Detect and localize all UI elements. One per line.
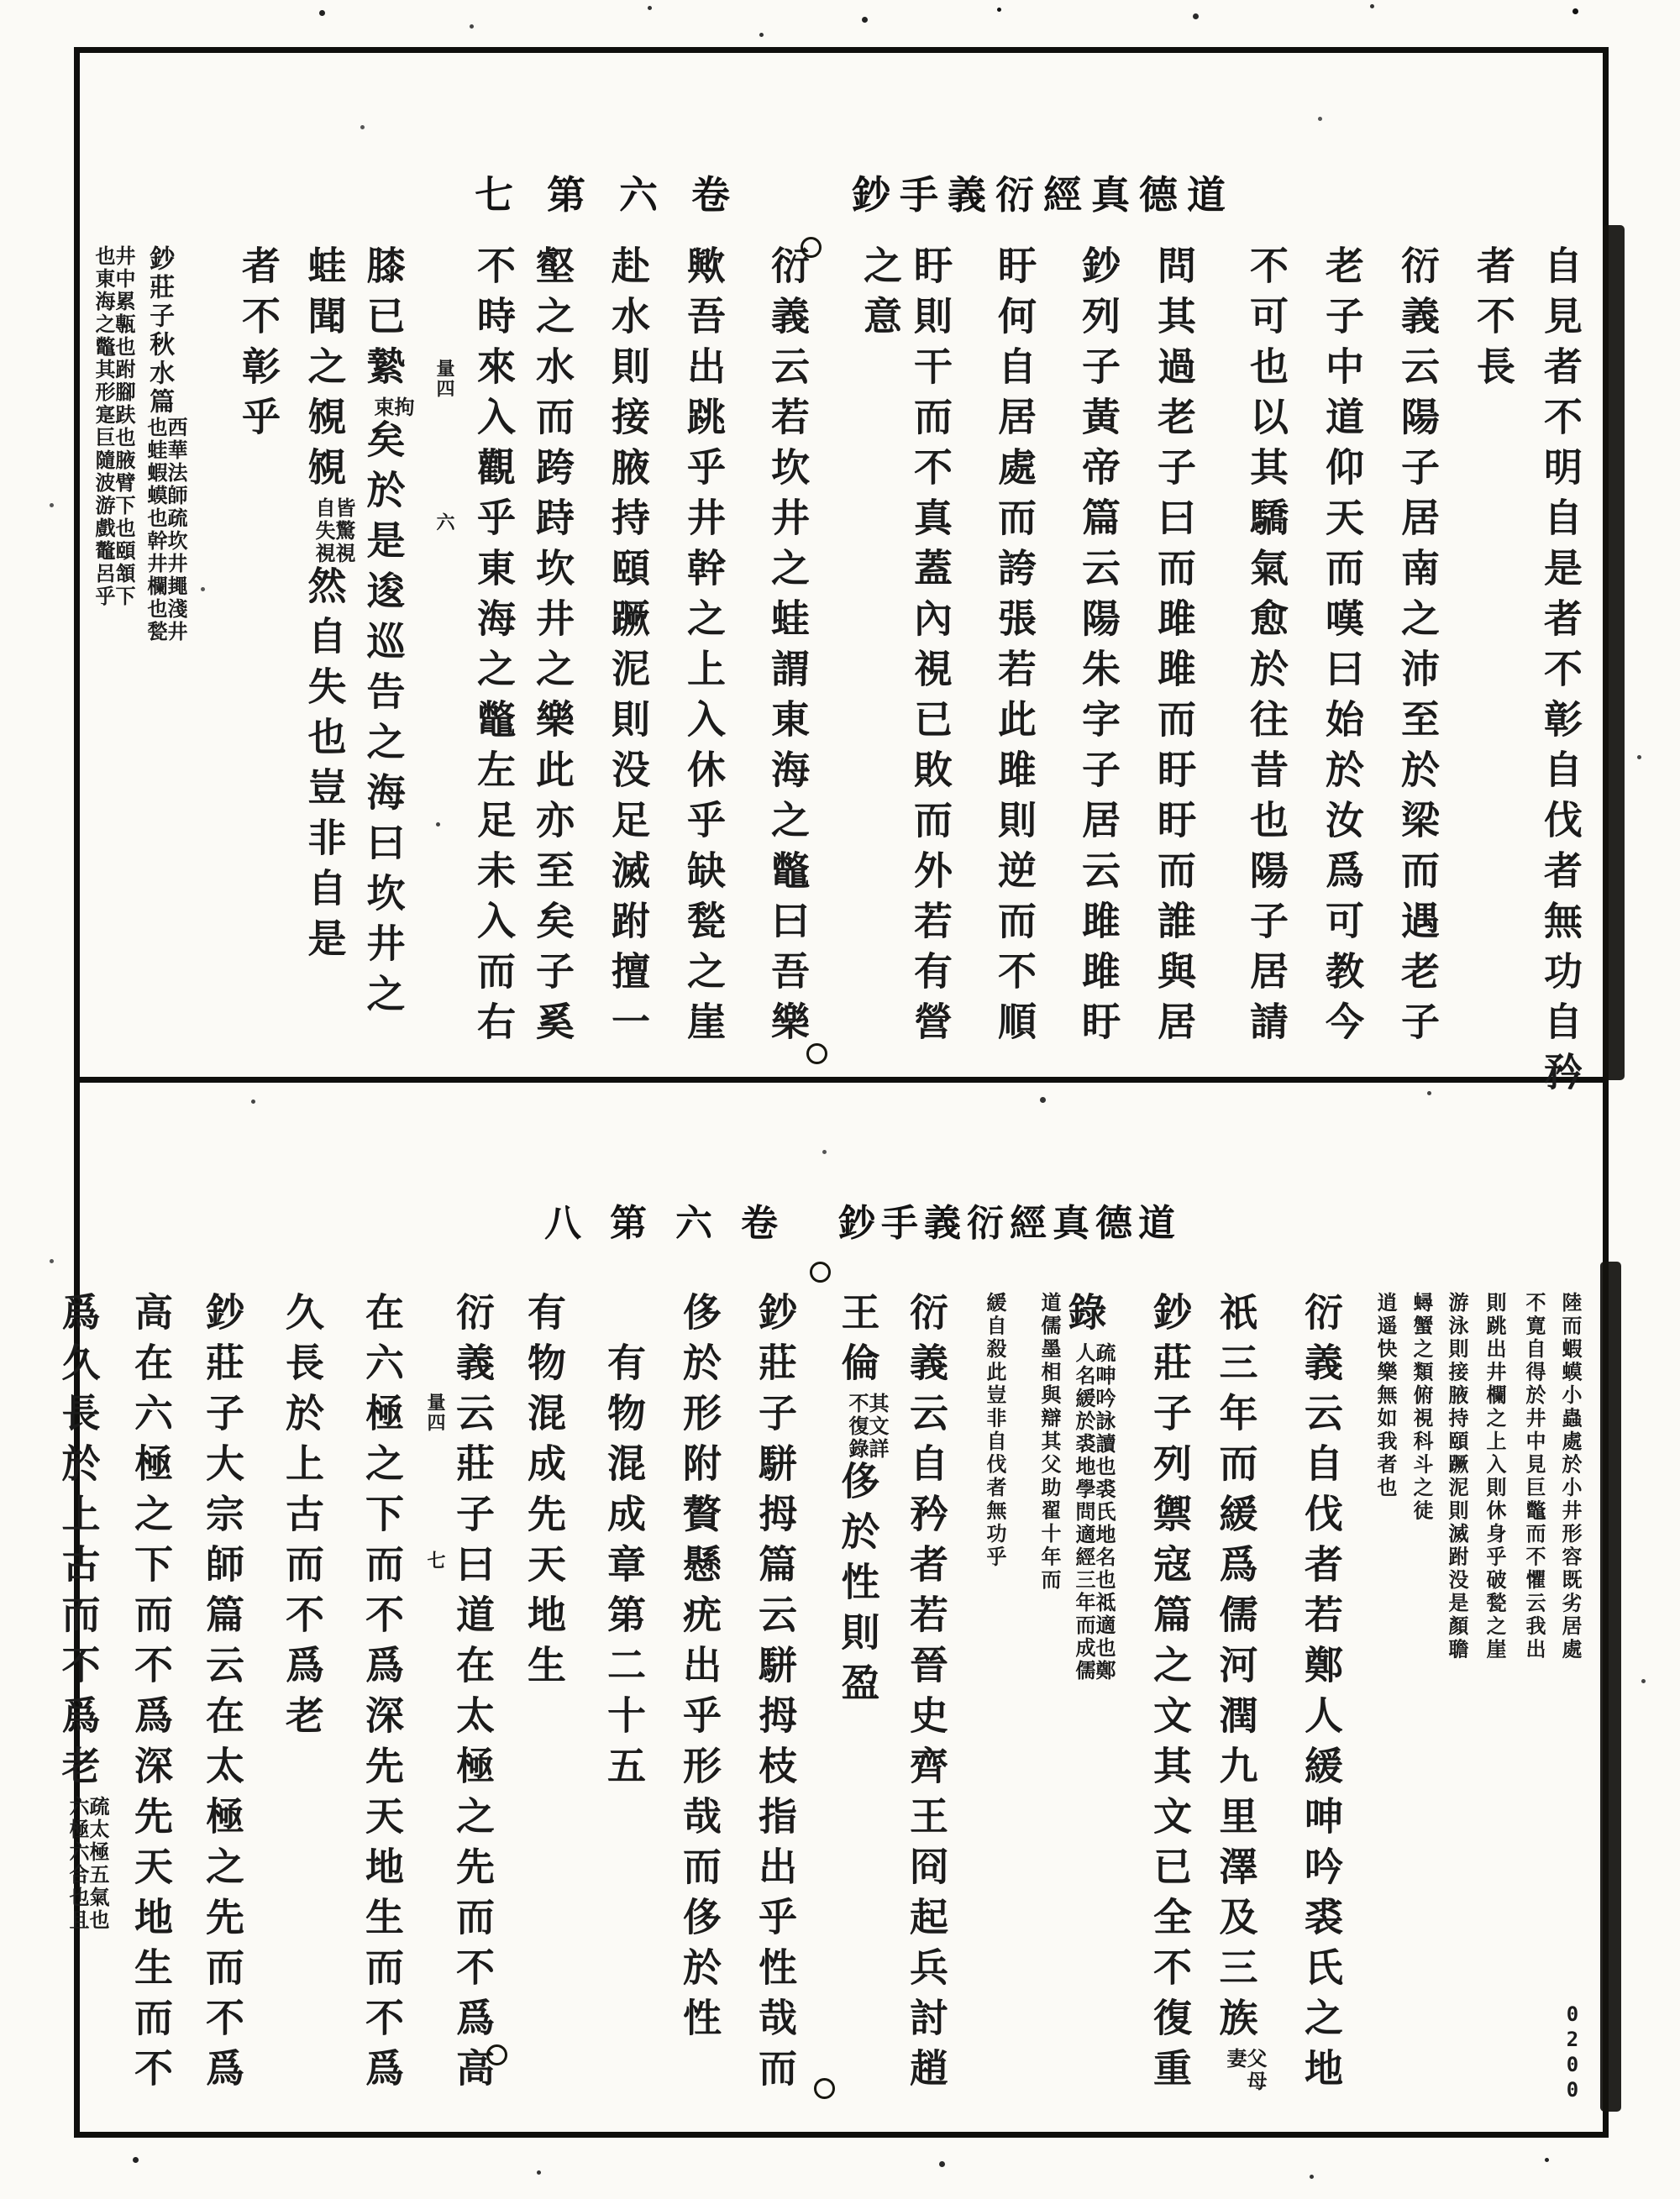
column-text: 侈於形附贅懸疣出乎形哉而侈於性 — [678, 1292, 721, 2048]
text-column — [1035, 1292, 1058, 2102]
bottom-running-header — [544, 1193, 1181, 1246]
gloss-right-line: 拘 — [391, 396, 412, 419]
gloss-left-line: 也蛙蝦蟆也幹井欄也甃 — [144, 417, 165, 643]
column-text: 蛙聞之覙覙 — [302, 245, 346, 497]
binding-mark-top — [1603, 225, 1625, 1080]
text-column — [302, 245, 354, 1058]
gloss-left-line: 自失視 — [312, 497, 333, 565]
column-text: 鈔莊子駢拇篇云駢拇枝指出乎性哉而 — [753, 1292, 796, 2098]
column-text: 不時來入觀乎東海之鼈左足未入而右 — [472, 245, 515, 1052]
text-column — [1063, 1292, 1114, 2102]
text-column — [1444, 1292, 1466, 2102]
column-text: 久長於上古而不爲老 — [281, 1292, 323, 1745]
gloss-right-line: 皆驚視 — [332, 497, 354, 565]
gloss-right-line: 井中累甎也跗腳趺也腋臂下也頤頷下 — [112, 245, 134, 608]
column-text: 衍義云若坎井之蛙謂東海之鼈曰吾樂 — [766, 245, 809, 1052]
gloss-right-line: 西華法師疏坎井䵷淺井 — [164, 417, 186, 643]
column-text: 不寛自得於井中見巨鼈而不懼云我出 — [1522, 1292, 1544, 1661]
column-text: 游泳則接腋持頤蹶泥則滅跗没是顏聸 — [1445, 1292, 1467, 1661]
column-text: 老子中道仰天而嘆曰始於汝爲可教今 — [1320, 245, 1363, 1052]
gloss-left-line: 也東海之鼈其形寔巨隨波游戲鼇呂乎 — [92, 245, 113, 608]
column-text: 衍義云陽子居南之沛至於梁而遇老子 — [1396, 245, 1439, 1052]
column-text: 衍義云自矜者若晉史齊王冏起兵討趙 — [905, 1292, 948, 2098]
text-column — [359, 1292, 401, 2102]
text-column — [1482, 1292, 1504, 2102]
text-column — [56, 1292, 108, 2102]
text-column — [1373, 1292, 1394, 2102]
interlinear-gloss — [92, 245, 133, 608]
bottom-header-chapter: 八第六卷 — [544, 1203, 806, 1244]
column-text: 者不彰乎 — [237, 245, 280, 447]
column-text: 逍遥快樂無如我者也 — [1373, 1292, 1395, 1500]
text-column — [279, 1292, 321, 2102]
text-column — [1075, 245, 1120, 1058]
section-marker-circle — [814, 2078, 835, 2099]
text-column — [903, 1292, 948, 2102]
interlinear-gloss — [66, 1796, 107, 1932]
gloss-left-line: 不復錄 — [845, 1393, 867, 1461]
column-text: 高在六極之下而不爲深先天地生而不 — [129, 1292, 172, 2098]
column-text: 鈔莊子列禦寇篇之文其文已全不復重 — [1148, 1292, 1191, 2098]
text-column — [1214, 1292, 1265, 2102]
text-column — [361, 245, 412, 1058]
page-number: 0200 — [1561, 2002, 1584, 2103]
gloss-right-line: 父母 — [1243, 2048, 1265, 2093]
text-column — [764, 245, 809, 1058]
column-text: 七 — [425, 1551, 446, 1571]
column-text: 蟳蟹之類俯視科斗之徒 — [1410, 1292, 1431, 1523]
text-column — [136, 245, 185, 1058]
spacer — [439, 1433, 440, 1551]
column-text: 量四 — [425, 1393, 446, 1433]
text-column — [980, 1292, 1004, 2102]
column-text: 量四 — [434, 359, 455, 399]
column-text: 之意 — [858, 245, 901, 346]
text-column — [605, 245, 647, 1058]
bottom-header-title: 鈔手義衍經真德道 — [838, 1203, 1181, 1244]
column-text: 矣於是逡巡告之海曰坎井之 — [361, 419, 405, 1024]
top-header-title: 鈔手義衍經真德道 — [852, 174, 1235, 217]
column-text: 赴水則接腋持頤蹶泥則没足滅跗擅一 — [606, 245, 649, 1052]
column-text: 道儒墨相與辯其父助翟十年而 — [1037, 1292, 1059, 1593]
text-column — [1409, 1292, 1431, 2102]
text-column — [680, 245, 725, 1058]
column-text: 侈於性則盈 — [836, 1461, 879, 1713]
text-column — [991, 245, 1036, 1058]
column-text: 然自失也豈非自是 — [302, 565, 346, 968]
text-column — [1394, 245, 1439, 1058]
column-text: 盱則干而不真蓋內視已敗而外若有營 — [909, 245, 952, 1052]
interlinear-gloss — [1224, 2048, 1264, 2093]
column-text: 六 — [434, 512, 455, 533]
column-text: 壑之水而跨跱坎井之樂此亦至矣子奚 — [531, 245, 574, 1052]
column-text: 在六極之下而不爲深先天地生而不爲 — [360, 1292, 403, 2098]
text-column — [1521, 1292, 1543, 2102]
text-column — [432, 359, 454, 1058]
gloss-left-line: 妻 — [1223, 2048, 1245, 2070]
interlinear-gloss — [371, 396, 412, 419]
text-column — [84, 245, 133, 1058]
column-text: 鈔莊子秋水篇 — [145, 245, 174, 417]
column-text: 自見者不明自是者不彰自伐者無功自矜 — [1539, 245, 1582, 1102]
section-marker-circle — [801, 237, 822, 258]
gloss-left-line: 六極六合也且 — [66, 1796, 87, 1932]
column-text: 膝已縶 — [361, 245, 405, 396]
column-text: 者不長 — [1472, 245, 1515, 396]
text-column — [1298, 1292, 1340, 2102]
column-text: 祇三年而緩爲儒河潤九里澤及三族 — [1214, 1292, 1257, 2048]
text-column — [1151, 245, 1193, 1058]
text-column — [1147, 1292, 1189, 2102]
text-column — [857, 245, 899, 1058]
column-text: 不可也以其驕氣愈於往昔也陽子居請 — [1245, 245, 1288, 1052]
column-text: 鈔莊子大宗師篇云在太極之先而不爲 — [201, 1292, 244, 2098]
column-text: 盱何自居處而誇張若此雎則逆而不順 — [993, 245, 1036, 1052]
scan-noise-specks — [0, 0, 3, 3]
column-text: 王倫 — [836, 1292, 879, 1393]
text-column — [601, 1342, 643, 2102]
bottom-text-block — [56, 1292, 1580, 2102]
binding-mark-bottom — [1600, 1262, 1621, 2112]
gloss-left-line: 束 — [370, 396, 392, 419]
gloss-right-line: 疏呻吟詠讀也裘氏地名也祗適也鄭 — [1092, 1342, 1114, 1682]
text-column — [235, 245, 280, 1058]
section-marker-circle — [486, 2044, 507, 2065]
interlinear-gloss — [312, 497, 353, 565]
column-text: 爲久長於上古而不爲老 — [56, 1292, 100, 1796]
text-column — [423, 1393, 444, 2102]
top-running-header — [475, 165, 1235, 220]
text-column — [199, 1292, 244, 2102]
top-text-block — [84, 245, 1582, 1102]
interlinear-gloss — [846, 1393, 886, 1461]
column-text: 則跳出井欄之上入則休身乎破甃之崖 — [1483, 1292, 1504, 1661]
text-column — [1557, 1292, 1579, 2102]
gloss-right-line: 其文詳 — [865, 1393, 887, 1461]
column-text: 衍義云莊子曰道在太極之先而不爲高 — [451, 1292, 494, 2098]
column-text: 錄 — [1063, 1292, 1106, 1342]
text-column — [128, 1292, 170, 2102]
text-column — [907, 245, 952, 1058]
top-header-chapter: 七第六卷 — [475, 174, 764, 217]
text-column — [1243, 245, 1288, 1058]
column-text: 有物混成先天地生 — [522, 1292, 565, 1695]
text-column — [521, 1292, 563, 2102]
gloss-left-line: 人名緩於裘地學問適經三年而成儒 — [1072, 1342, 1094, 1682]
column-text: 歟吾出跳乎井幹之上入休乎缺甃之崖 — [682, 245, 725, 1052]
text-column — [1319, 245, 1361, 1058]
column-text: 陸而蝦蟆小蟲處於小井形容既劣居處 — [1558, 1292, 1580, 1661]
column-text: 問其過老子曰而雎雎而盱盱而誰與居 — [1152, 245, 1195, 1052]
text-column — [1470, 245, 1515, 1058]
text-column — [676, 1292, 721, 2102]
section-marker-circle — [810, 1262, 831, 1283]
interlinear-gloss — [144, 417, 185, 643]
text-column — [529, 245, 574, 1058]
text-column — [470, 245, 515, 1058]
text-column — [752, 1292, 794, 2102]
column-text: 衍義云自伐者若鄭人緩呻吟裘氏之地 — [1299, 1292, 1342, 2098]
text-column — [449, 1292, 494, 2102]
section-marker-circle — [806, 1043, 827, 1064]
gloss-right-line: 疏太極五氣也 — [86, 1796, 108, 1932]
column-text: 有物混成章第二十五 — [602, 1342, 645, 1796]
column-text: 鈔列子黃帝篇云陽朱字子居云雎雎盱 — [1077, 245, 1120, 1052]
interlinear-gloss — [1073, 1342, 1113, 1682]
column-text: 緩自殺此豈非自伐者無功乎 — [983, 1292, 1005, 1569]
text-column — [836, 1292, 887, 2102]
text-column — [1537, 245, 1582, 1102]
